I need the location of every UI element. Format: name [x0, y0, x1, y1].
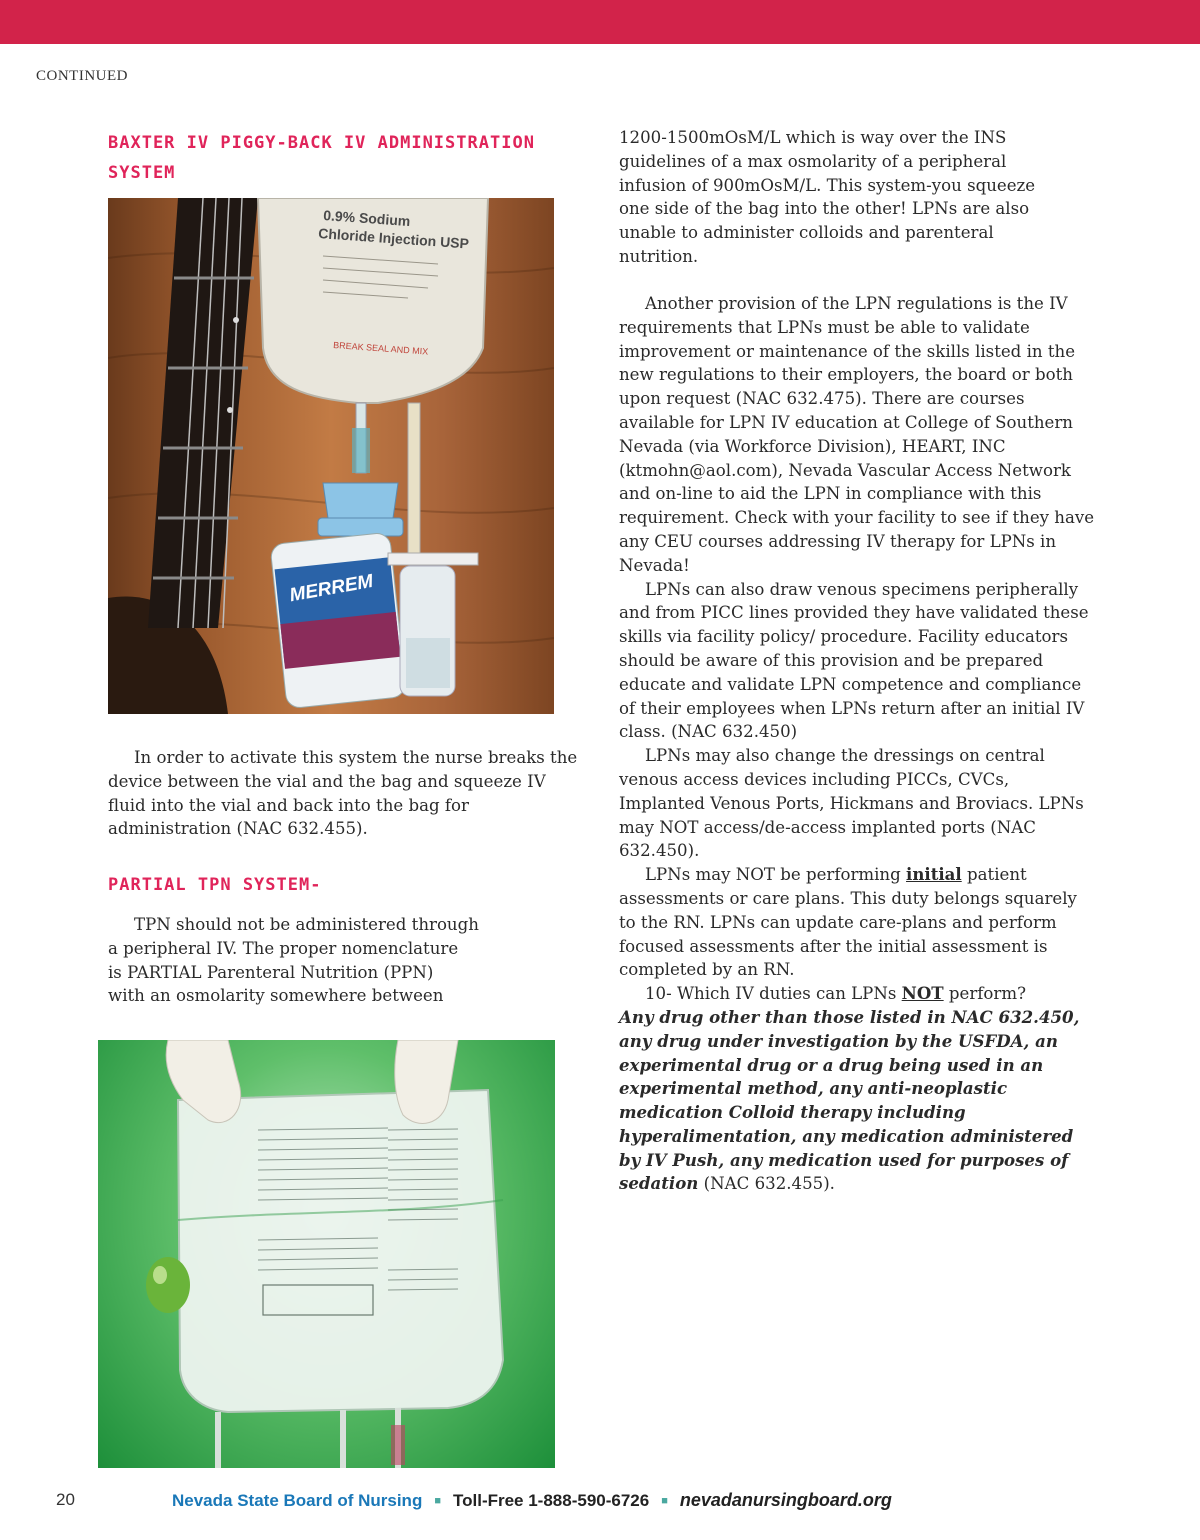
answer-reference: (NAC 632.455). — [698, 1174, 835, 1194]
paragraph-venous-specimens: LPNs can also draw venous specimens peripherally and from PICC lines provided they have validated these skills via facility policy/ procedure. Facility educators should be aware of this provision and be prepared educate and validate LPN competence and compliance of their employees when LPNs return after an initial IV class. (NAC 632.450) — [619, 579, 1089, 742]
footer-line — [172, 1490, 892, 1511]
paragraph-answer-10 — [619, 1006, 1097, 1196]
question-emphasis: NOT — [901, 983, 944, 1004]
footer-phone: Toll-Free 1-888-590-6726 — [452, 1491, 650, 1510]
svg-text:BREAK SEAL AND MIX: BREAK SEAL AND MIX — [332, 340, 429, 357]
paragraph-lpn-regulations: Another provision of the LPN regulations is the IV requirements that LPNs must be able to validate improvement or maintenance of the skills listed in the new regulations to their employers, the board or both upon request (NAC 632.475). There are courses available for LPN IV education at College of Southern Nevada (via Workforce Division), HEART, INC (ktmohn@aol.com), Nevada Vascular Access Network and on-line to aid the LPN in compliance with this requirement. Check with your facility to see if they have any CEU courses addressing IV therapy for LPNs in Nevada! — [619, 294, 1095, 575]
osm-line-1: 1200-1500mOsM/L which is way over the INS — [619, 128, 1007, 147]
osm-line-5: unable to administer colloids and parenteral — [619, 223, 994, 243]
svg-text:MERREM: MERREM — [287, 570, 375, 607]
paragraph-assessments — [619, 863, 1097, 982]
right-body-text — [619, 292, 1097, 1196]
paragraph-dressings: LPNs may also change the dressings on central venous access devices including PICCs, CVCs, Implanted Venous Ports, Hickmans and Broviacs. LPNs may NOT access/de-access implanted ports (NAC 632.450). — [619, 746, 1084, 861]
footer-separator-1: ■ — [434, 1495, 441, 1507]
footer-website-link[interactable]: nevadanursingboard.org — [679, 1490, 892, 1510]
footer-org-name: Nevada State Board of Nursing — [172, 1491, 423, 1510]
baxter-iv-photo — [108, 198, 554, 714]
paragraph-activate-system: In order to activate this system the nurse breaks the device between the vial and the bag and squeeze IV fluid into the vial and back into the bag for administration (NAC 632.455). — [108, 748, 578, 839]
tpn-line-3: is PARTIAL Parenteral Nutrition (PPN) — [108, 962, 434, 982]
page-number: 20 — [56, 1490, 75, 1509]
question-text-pre: 10- Which IV duties can LPNs — [645, 984, 902, 1004]
osm-line-3: infusion of 900mOsM/L. This system-you squeeze — [619, 175, 1036, 195]
top-color-bar — [0, 0, 1200, 44]
tpn-line-2: a peripheral IV. The proper nomenclature — [108, 938, 459, 958]
tpn-line-4: with an osmolarity somewhere between — [108, 986, 444, 1006]
tpn-bag-photo — [98, 1040, 555, 1468]
paragraph-tpn — [108, 913, 588, 1008]
osm-line-4: one side of the bag into the other! LPNs are also — [619, 199, 1030, 219]
section-heading-baxter: BAXTER IV PIGGY-BACK IV ADMINISTRATION SYSTEM — [108, 133, 535, 183]
assessments-text-pre: LPNs may NOT be performing — [645, 865, 907, 885]
assessments-text-post: patient assessments or care plans. This duty belongs squarely to the RN. LPNs can update care-plans and perform focused assessments after the initial assessment is completed by an RN. — [619, 865, 1077, 980]
paragraph-question-10 — [619, 982, 1097, 1006]
osm-line-2: guidelines of a max osmolarity of a peripheral — [619, 151, 1007, 171]
svg-text:Chloride Injection USP: Chloride Injection USP — [317, 225, 470, 252]
tpn-line-1: TPN should not be administered through — [134, 915, 479, 934]
continued-label: CONTINUED — [36, 68, 128, 84]
svg-text:0.9% Sodium: 0.9% Sodium — [322, 207, 411, 230]
osm-line-6: nutrition. — [619, 246, 699, 266]
paragraph-osmolarity — [619, 126, 1099, 269]
footer-separator-2: ■ — [661, 1495, 668, 1507]
question-text-post: perform? — [943, 984, 1026, 1004]
answer-text: Any drug other than those listed in NAC 632.450, any drug under investigation by the USFDA, an experimental drug or a drug being used in an experimental method, any anti-neoplastic medication Colloid therapy including hyperalimentation, any medication administered by IV Push, any medication used for purposes of sedation — [619, 1006, 1080, 1194]
page-footer — [0, 1488, 1200, 1528]
assessments-emphasis: initial — [906, 864, 962, 885]
section-heading-partial-tpn: PARTIAL TPN SYSTEM- — [108, 875, 322, 895]
